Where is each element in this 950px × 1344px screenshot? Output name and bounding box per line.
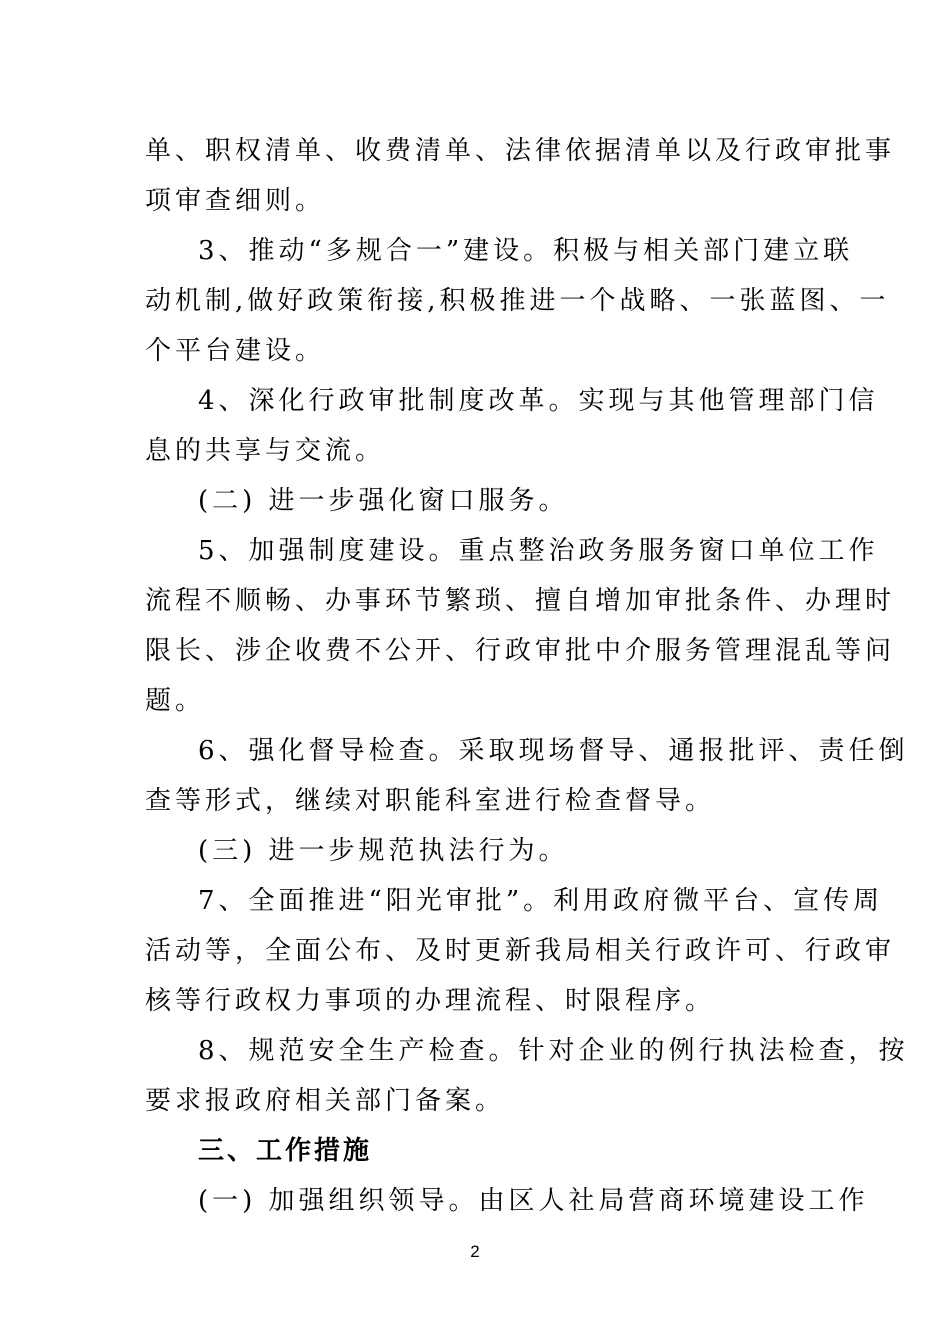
- text-line: 7、全面推进“阳光审批”。利用政府微平台、宣传周: [198, 886, 884, 916]
- text-line: 3、推动“多规合一”建设。积极与相关部门建立联: [198, 236, 854, 266]
- text-line: 要求报政府相关部门备案。: [145, 1086, 506, 1116]
- section-heading: 三、工作措施: [198, 1136, 373, 1166]
- text-line: 题。: [145, 686, 206, 716]
- text-line: 核等行政权力事项的办理流程、时限程序。: [145, 986, 716, 1016]
- text-line: 8、规范安全生产检查。针对企业的例行执法检查，按: [198, 1036, 909, 1066]
- text-line: 个平台建设。: [145, 336, 326, 366]
- text-line: 查等形式，继续对职能科室进行检查督导。: [145, 786, 716, 816]
- text-line: 流程不顺畅、办事环节繁琐、擅自增加审批条件、办理时: [145, 586, 896, 616]
- text-line: 活动等，全面公布、及时更新我局相关行政许可、行政审: [145, 936, 896, 966]
- text-line: 限长、涉企收费不公开、行政审批中介服务管理混乱等问: [145, 636, 896, 666]
- text-line: 单、职权清单、收费清单、法律依据清单以及行政审批事: [145, 136, 896, 166]
- subheading-line: (三) 进一步规范执法行为。: [198, 836, 569, 866]
- text-line: 动机制,做好政策衔接,积极推进一个战略、一张蓝图、一: [145, 286, 890, 316]
- text-line: 4、深化行政审批制度改革。实现与其他管理部门信: [198, 386, 879, 416]
- page-number: 2: [470, 1242, 480, 1261]
- text-line: 项审查细则。: [145, 186, 326, 216]
- subheading-line: (二) 进一步强化窗口服务。: [198, 486, 569, 516]
- text-line: 息的共享与交流。: [145, 436, 386, 466]
- text-line: (一) 加强组织领导。由区人社局营商环境建设工作: [198, 1186, 869, 1216]
- text-line: 6、强化督导检查。采取现场督导、通报批评、责任倒: [198, 736, 909, 766]
- text-line: 5、加强制度建设。重点整治政务服务窗口单位工作: [198, 536, 879, 566]
